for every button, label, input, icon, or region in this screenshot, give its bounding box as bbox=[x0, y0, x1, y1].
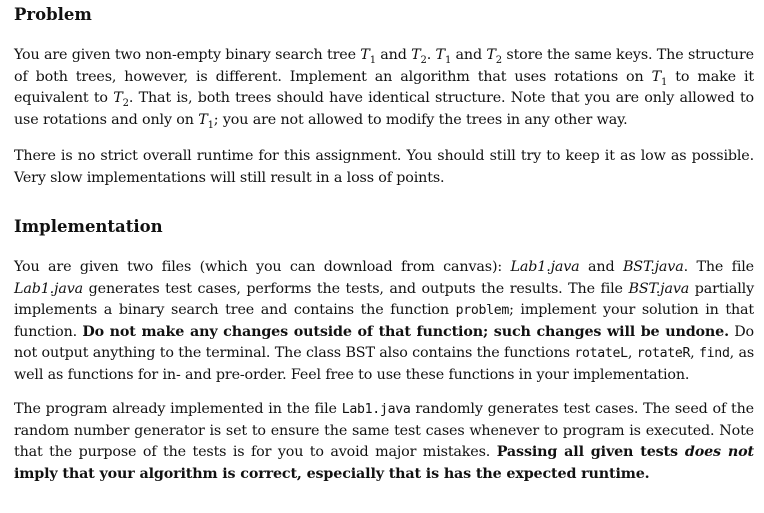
math-t1: $T_1$ bbox=[198, 111, 214, 131]
math-t2: $T_2$ bbox=[486, 47, 502, 66]
text-run: The program already implemented in the file bbox=[14, 401, 342, 417]
implementation-paragraph-1: You are given two files (which you can download from canvas): Lab1.java and BST.java. The file Lab1.java generates test cases, performs the tests, and outputs the results. The file BST.java partially implements a binary search tree and contains the function problem; implement your solution in that function. Do not make any changes outside of that function; such changes will be undone. Do not output anything to the terminal. The class BST also contains the functions rotateL, rotateR, find, as well as functions for in- and pre-order. Feel free to use these functions in your implementation. bbox=[14, 259, 755, 383]
math-t1: $T_1$ bbox=[435, 47, 452, 66]
code-lab1: Lab1.java bbox=[341, 402, 411, 417]
problem-paragraph-1 bbox=[14, 45, 754, 131]
code-problem: problem bbox=[455, 303, 510, 318]
text-run: partially implements a binary search tree and contains the function bbox=[14, 280, 755, 318]
text-run: and bbox=[375, 47, 412, 63]
code-rotateR: rotateR bbox=[636, 346, 691, 361]
warning-bold: Do not make any changes outside of that function; such changes will be undone. bbox=[82, 323, 729, 340]
problem-paragraph-2: There is no strict overall runtime for this assignment. You should still try to keep it as low as possible. Very slow implementations will still result in a loss of points. bbox=[14, 148, 754, 186]
code-rotateL: rotateL bbox=[574, 346, 628, 361]
text-run: , as well as functions for in- and pre-order. Feel free to use these functions in your implementation. bbox=[14, 345, 755, 383]
text-run: . The file bbox=[683, 259, 754, 275]
text-run: You are given two files (which you can download from canvas): bbox=[14, 259, 511, 275]
file-name-bst: BST.java bbox=[628, 280, 690, 297]
file-name-lab1: Lab1.java bbox=[510, 259, 580, 275]
passing-tests-bold: Passing all given tests does not imply that your algorithm is correct, especially that is has the expected runtime. bbox=[14, 444, 754, 482]
text-run: . That is, both trees should have identical structure. Note that you are only allowed to use rotations and only on bbox=[14, 90, 754, 128]
math-t1: $T_1$ bbox=[651, 68, 668, 88]
text-run: randomly generates test cases. The seed of the random number generator is set to ensure the same test cases whenever to program is executed. Note that the purpose of the tests is for you to avoid major mistakes. bbox=[14, 401, 754, 460]
file-name-bst: BST.java bbox=[622, 259, 684, 275]
math-t2: $T_2$ bbox=[411, 47, 427, 66]
text-run: generates test cases, performs the tests, and outputs the results. The file bbox=[83, 280, 629, 297]
text-run: to make it equivalent to bbox=[14, 68, 755, 106]
text-run: Do not output anything to the terminal. The class BST also contains the functions bbox=[14, 323, 754, 361]
text-run: and bbox=[579, 259, 623, 275]
text-run: . bbox=[426, 47, 436, 63]
text-run: ; you are not allowed to modify the trees in any other way. bbox=[213, 111, 628, 128]
text-run: You are given two non-empty binary search tree bbox=[14, 47, 361, 63]
text-run: store the same keys. The structure of both trees, however, is different. Implement an algorithm that uses rotations on bbox=[14, 47, 754, 85]
math-t2: $T_2$ bbox=[113, 90, 129, 109]
implementation-paragraph-2 bbox=[14, 399, 754, 485]
text-run: and bbox=[451, 47, 487, 63]
file-name-lab1: Lab1.java bbox=[14, 280, 84, 297]
text-run: ; implement your solution in that function. bbox=[14, 302, 754, 340]
problem-heading: Problem bbox=[14, 5, 92, 24]
math-t1: $T_1$ bbox=[360, 47, 376, 66]
implementation-heading: Implementation bbox=[14, 217, 163, 236]
code-find: find bbox=[699, 346, 730, 361]
